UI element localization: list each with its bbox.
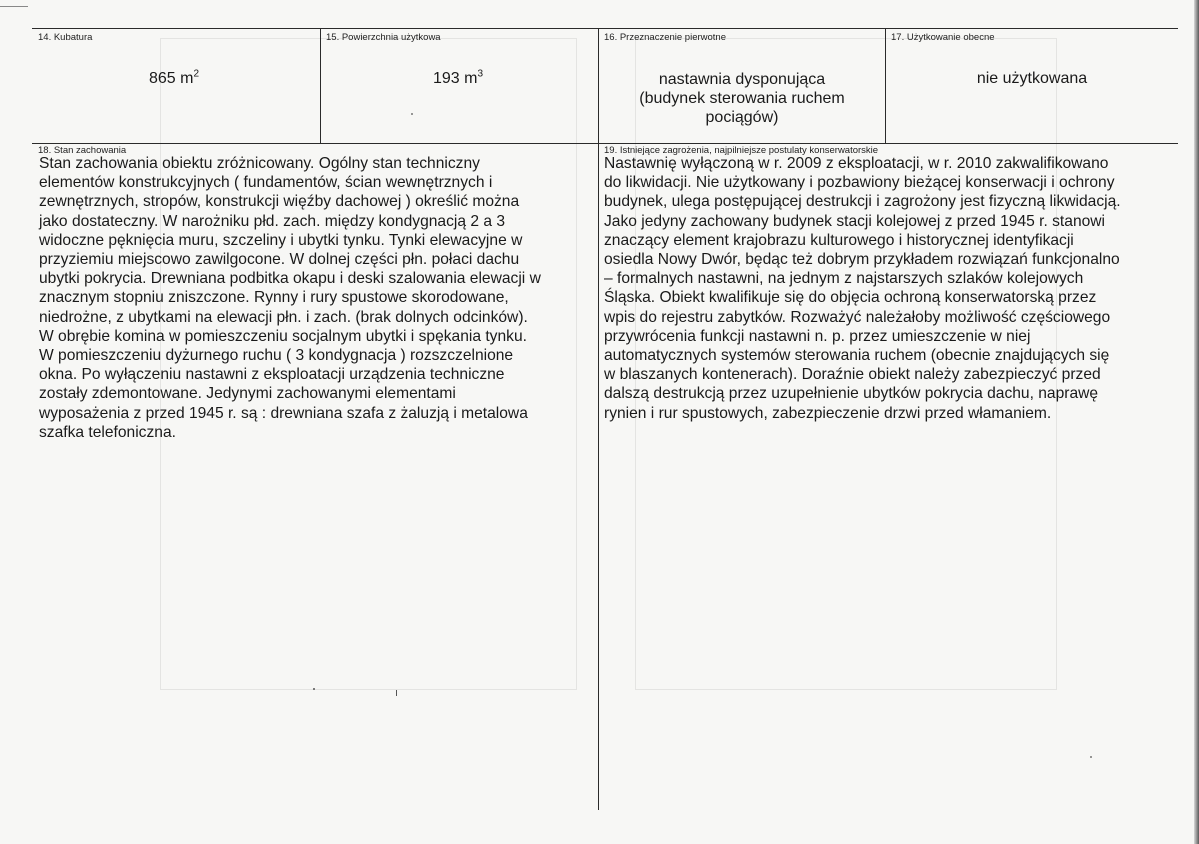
field-17-value: nie użytkowana (976, 70, 1088, 87)
text-line: znacznym stopniu zniszczone. Rynny i rury spustowe skorodowane, (39, 289, 509, 307)
text-line: znaczący element krajobrazu kulturowego i historycznej identyfikacji (604, 231, 1074, 249)
scan-speck (396, 690, 397, 696)
text-line: elementów konstrukcyjnych ( fundamentów, ścian wewnętrznych i (39, 174, 493, 192)
table-top-border (32, 28, 1178, 29)
text-line: budynek, ulega postępującej destrukcji i zagrożony jest fizyczną likwidacją. (604, 193, 1121, 211)
text-line: Nastawnię wyłączoną w r. 2009 z eksploatacji, w r. 2010 zakwalifikowano (604, 155, 1109, 172)
text-line: okna. Po wyłączeniu nastawni z eksploatacji urządzenia techniczne (39, 366, 505, 384)
text-line: szafka telefoniczna. (39, 423, 176, 441)
text-line: W pomieszczeniu dyżurnego ruchu ( 3 kondygnacja ) rozszczelnione (39, 347, 514, 365)
scan-edge (1194, 0, 1199, 844)
text-line: automatycznych systemów sterowania ruchem (obecnie znajdujących się (604, 347, 1110, 365)
field-14-number: 865 m (148, 70, 194, 87)
corner-mark (0, 6, 28, 7)
field-15-label: 15. Powierzchnia użytkowa (326, 32, 441, 43)
field-15-unit-superscript: 3 (477, 68, 484, 80)
table-col-divider (885, 28, 886, 144)
field-19-text (604, 154, 1176, 423)
field-16-value (600, 70, 884, 127)
text-line: w blaszanych kontenerach). Doraźnie obiekt należy zabezpieczyć przed (604, 366, 1101, 384)
text-line: Śląska. Obiekt kwalifikuje się do objęcia ochroną konserwatorską przez (604, 289, 1097, 307)
scan-speck (313, 688, 315, 690)
text-line: – formalnych nastawni, na jednym z najstarszych szlaków kolejowych (604, 270, 1084, 288)
table-col-divider (598, 28, 599, 810)
field-15-value (322, 69, 594, 88)
text-line: wyposażenia z przed 1945 r. są : drewniana szafa z żaluzją i metalowa (39, 404, 528, 422)
field-16-line: pociągów) (705, 109, 779, 126)
text-line: do likwidacji. Nie użytkowany i pozbawiony bieżącej konserwacji i ochrony (604, 174, 1115, 192)
text-line: Jako jedyny zachowany budynek stacji kolejowej z przed 1945 r. stanowi (604, 212, 1106, 230)
field-16-line: (budynek sterowania ruchem (639, 90, 845, 107)
field-14-value (34, 69, 314, 88)
text-line: przyziemiu miejscowo zawilgocone. W dolnej części płn. połaci dachu (39, 251, 520, 269)
text-line: widoczne pęknięcia muru, szczeliny i ubytki tynku. Tynki elewacyjne w (39, 231, 523, 249)
text-line: ubytki pokrycia. Drewniana podbitka okapu i deski szalowania elewacji w (39, 270, 541, 288)
text-line: Stan zachowania obiektu zróżnicowany. Ogólny stan techniczny (39, 155, 480, 172)
scan-speck (1090, 756, 1092, 758)
field-16-line: nastawnia dysponująca (658, 71, 826, 88)
text-line: rynien i rur spustowych, zabezpieczenie drzwi przed włamaniem. (604, 404, 1052, 422)
field-19-label: 19. Istniejące zagrożenia, najpilniejsze postulaty konserwatorskie (604, 145, 879, 156)
field-18-label: 18. Stan zachowania (38, 145, 127, 156)
field-14-label: 14. Kubatura (38, 32, 93, 43)
text-line: przywrócenia funkcji nastawni n. p. przez umieszczenie w niej (604, 327, 1031, 345)
field-18-text (39, 154, 595, 442)
text-line: zostały zdemontowane. Jedynymi zachowanymi elementami (39, 385, 456, 403)
table-row-divider (32, 143, 1178, 144)
text-line: dalszą destrukcją przez uzupełnienie ubytków pokrycia dachu, naprawę (604, 385, 1099, 403)
text-line: wpis do rejestru zabytków. Rozważyć należałoby możliwość częściowego (604, 308, 1111, 326)
field-17-label: 17. Użytkowanie obecne (891, 32, 995, 43)
field-16-label: 16. Przeznaczenie pierwotne (604, 32, 726, 43)
text-line: niedrożne, z ubytkami na elewacji płn. i zach. (brak dolnych odcinków). (39, 308, 528, 326)
field-14-unit-superscript: 2 (193, 68, 200, 80)
scan-speck (411, 113, 413, 115)
table-col-divider (320, 28, 321, 144)
text-line: jako dostateczny. W narożniku płd. zach. między kondygnacją 2 a 3 (39, 212, 506, 230)
text-line: osiedla Nowy Dwór, będąc też dobrym przykładem rozwiązań funkcjonalno (604, 251, 1120, 269)
text-line: W obrębie komina w pomieszczeniu socjalnym ubytki i spękania tynku. (39, 327, 527, 345)
field-15-number: 193 m (432, 70, 478, 87)
text-line: zewnętrznych, stropów, konstrukcji więźby dachowej ) określić można (39, 193, 520, 211)
